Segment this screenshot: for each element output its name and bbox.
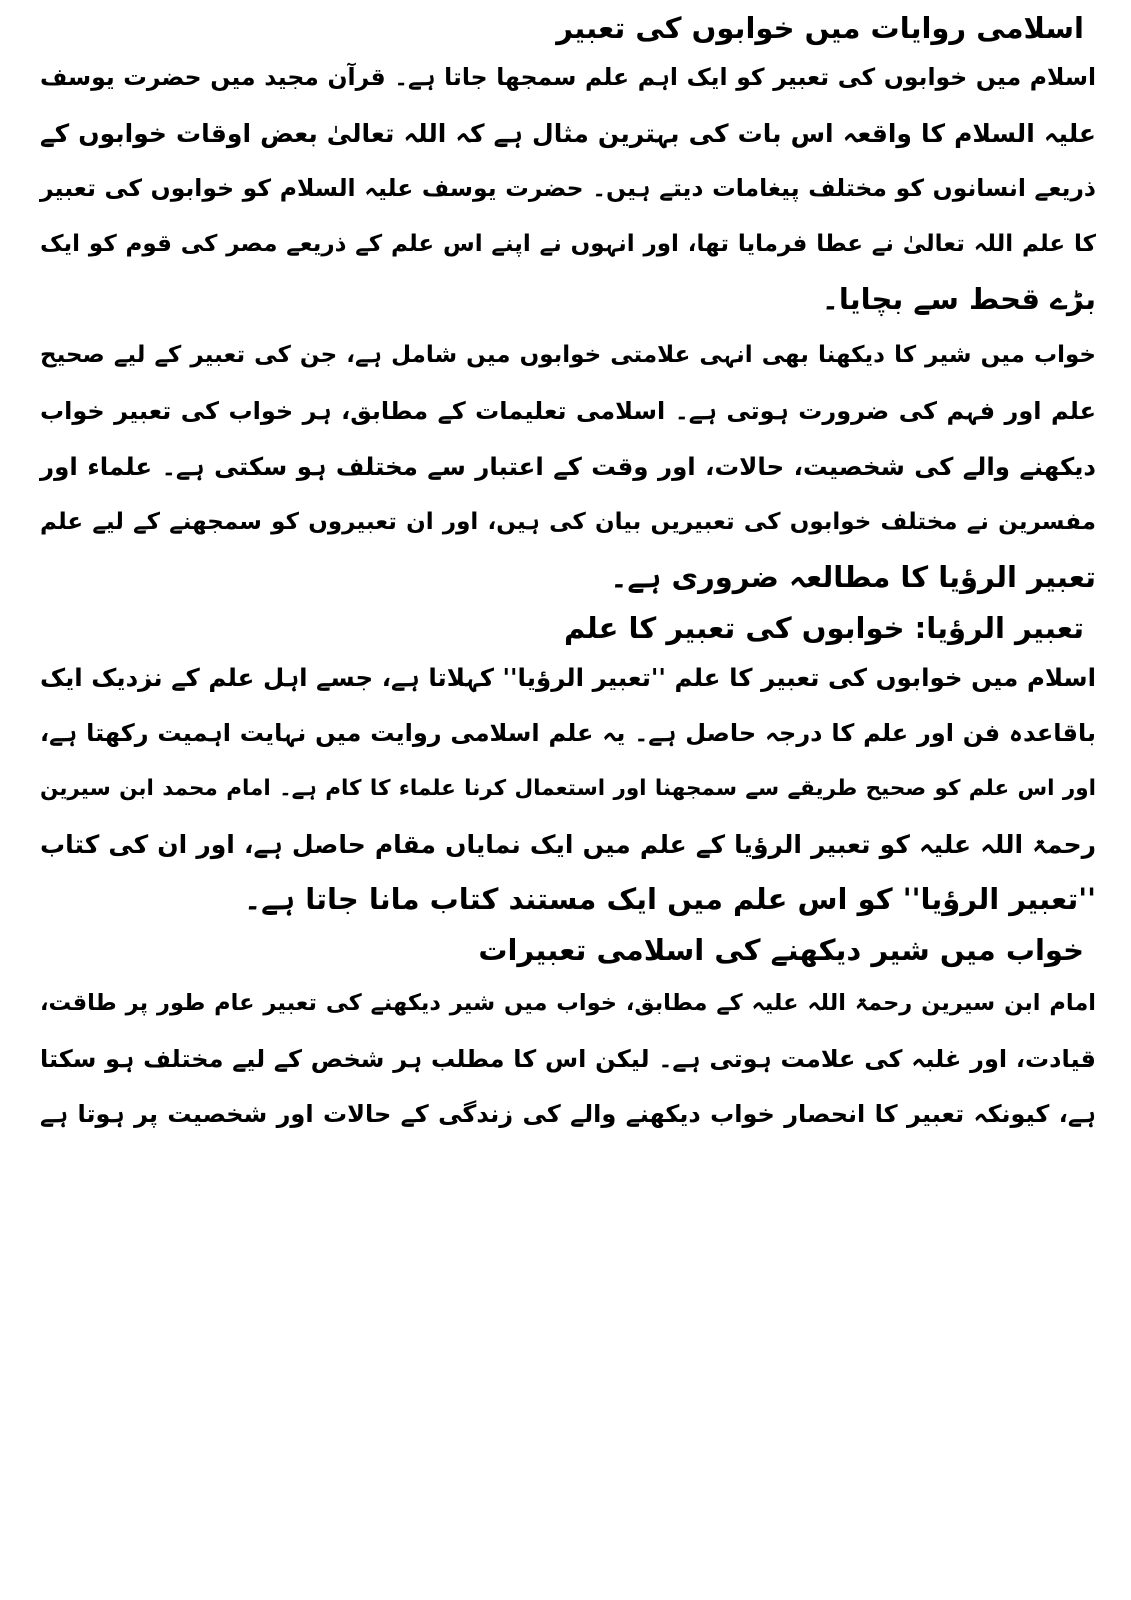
text-line: علم اور فہم کی ضرورت ہوتی ہے۔ اسلامی تعلیمات کے مطابق، ہر خواب کی تعبیر خواب — [40, 396, 1096, 425]
section-heading-lion-interpretations: خواب میں شیر دیکھنے کی اسلامی تعبیرات — [478, 932, 1084, 967]
text-line: امام ابن سیرین رحمۃ اللہ علیہ کے مطابق، خواب میں شیر دیکھنے کی تعبیر عام طور پر طاقت، — [40, 989, 1096, 1016]
text-line: ذریعے انسانوں کو مختلف پیغامات دیتے ہیں۔ حضرت یوسف علیہ السلام کو خوابوں کی تعبیر — [40, 174, 1096, 203]
text-line: ہے، کیونکہ تعبیر کا انحصار خواب دیکھنے والے کی زندگی کے حالات اور شخصیت پر ہوتا ہے — [40, 1100, 1096, 1129]
text-line: رحمۃ اللہ علیہ کو تعبیر الرؤیا کے علم میں ایک نمایاں مقام حاصل ہے، اور ان کی کتاب — [40, 829, 1096, 859]
text-line: کا علم اللہ تعالیٰ نے عطا فرمایا تھا، اور انہوں نے اپنے اس علم کے ذریعے مصر کی قوم کو ایک — [40, 230, 1096, 257]
text-line: اور اس علم کو صحیح طریقے سے سمجھنا اور استعمال کرنا علماء کا کام ہے۔ امام محمد ابن سیرین — [40, 776, 1096, 802]
text-line: باقاعدہ فن اور علم کا درجہ حاصل ہے۔ یہ علم اسلامی روایت میں نہایت اہمیت رکھتا ہے، — [40, 718, 1096, 747]
text-line: خواب میں شیر کا دیکھنا بھی انہی علامتی خوابوں میں شامل ہے، جن کی تعبیر کے لیے صحیح — [40, 341, 1096, 368]
text-line: اسلام میں خوابوں کی تعبیر کو ایک اہم علم سمجھا جاتا ہے۔ قرآن مجید میں حضرت یوسف — [40, 63, 1096, 91]
article-page — [40, 6, 1096, 1143]
text-line: مفسرین نے مختلف خوابوں کی تعبیریں بیان کی ہیں، اور ان تعبیروں کو سمجھنے کے لیے علم — [40, 508, 1096, 535]
text-line: اسلام میں خوابوں کی تعبیر کا علم ''تعبیر الرؤیا'' کہلاتا ہے، جسے اہل علم کے نزدیک ایک — [40, 662, 1096, 692]
paragraph-intro — [40, 50, 1096, 328]
text-line: علیہ السلام کا واقعہ اس بات کی بہترین مثال ہے کہ اللہ تعالیٰ بعض اوقات خوابوں کے — [40, 118, 1096, 148]
text-line: تعبیر الرؤیا کا مطالعہ ضروری ہے۔ — [610, 560, 1096, 595]
section-heading-tabeer-ul-ruya: تعبیر الرؤیا: خوابوں کی تعبیر کا علم — [564, 610, 1084, 645]
text-line: دیکھنے والے کی شخصیت، حالات، اور وقت کے اعتبار سے مختلف ہو سکتی ہے۔ علماء اور — [40, 452, 1096, 482]
paragraph-tabeer-ul-ruya — [40, 650, 1096, 928]
paragraph-ibn-sirin — [40, 976, 1096, 1143]
text-line: بڑے قحط سے بچایا۔ — [821, 282, 1096, 317]
text-line: ''تعبیر الرؤیا'' کو اس علم میں ایک مستند کتاب مانا جاتا ہے۔ — [244, 882, 1096, 917]
text-line: قیادت، اور غلبہ کی علامت ہوتی ہے۔ لیکن اس کا مطلب ہر شخص کے لیے مختلف ہو سکتا — [40, 1044, 1096, 1073]
paragraph-lion-symbolism — [40, 328, 1096, 606]
section-heading-islamic-traditions: اسلامی روایات میں خوابوں کی تعبیر — [556, 11, 1084, 45]
